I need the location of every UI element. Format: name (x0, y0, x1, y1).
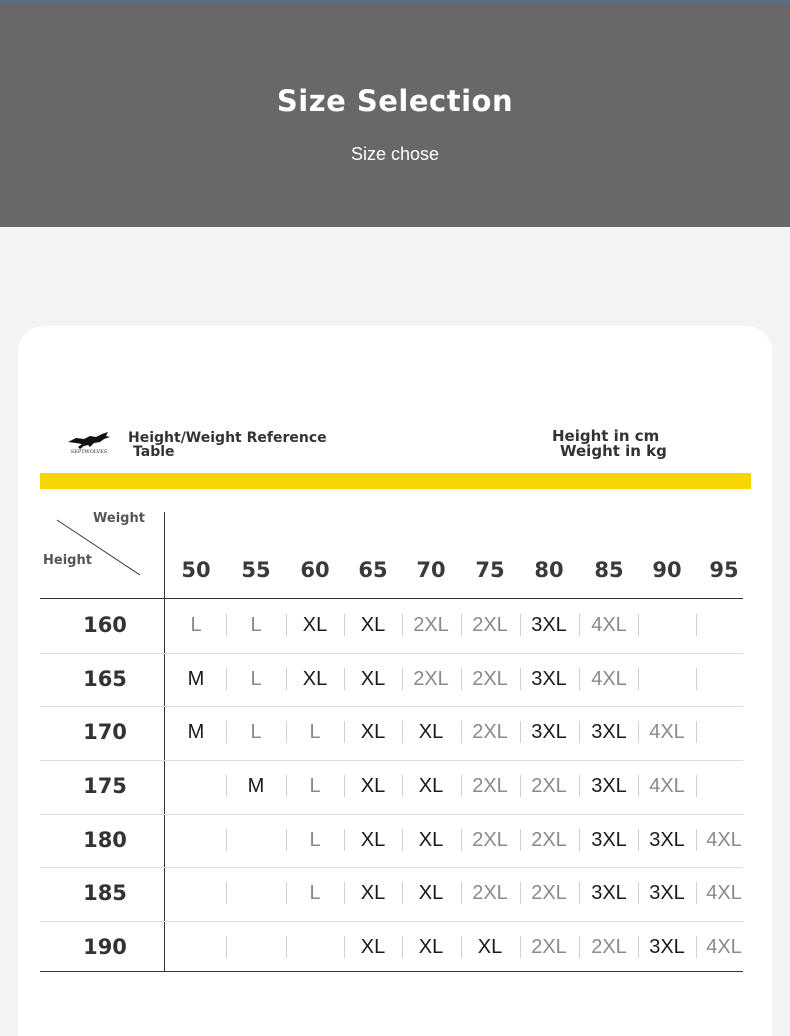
corner-weight-label: Weight (93, 511, 145, 526)
height-unit-label: Height in cm (552, 427, 660, 445)
row-separator (40, 921, 743, 922)
weight-unit-label: Weight in kg (560, 442, 667, 460)
size-cell: L (250, 614, 262, 636)
height-header-185: 185 (83, 881, 127, 905)
size-cell: M (247, 775, 265, 797)
size-cell: 2XL (472, 721, 508, 743)
size-cell: XL (360, 668, 386, 690)
size-cell: 2XL (413, 614, 449, 636)
accent-bar (40, 473, 751, 489)
banner-title: Size Selection (276, 84, 514, 118)
weight-header-85: 85 (594, 558, 624, 582)
size-cell: XL (418, 775, 444, 797)
size-cell: 2XL (472, 829, 508, 851)
size-cell: 4XL (706, 829, 742, 851)
cell-divider (696, 614, 697, 636)
size-cell: XL (477, 936, 503, 958)
size-cell: M (187, 721, 205, 743)
weight-header-70: 70 (416, 558, 446, 582)
header-banner (0, 4, 790, 227)
size-cell: M (187, 668, 205, 690)
cell-divider (696, 775, 697, 797)
height-header-190: 190 (83, 935, 127, 959)
size-cell: 2XL (472, 614, 508, 636)
size-cell: L (250, 721, 262, 743)
height-header-160: 160 (83, 613, 127, 637)
corner-height-label: Height (43, 553, 92, 568)
table-bottom-rule (40, 971, 743, 972)
size-cell: L (190, 614, 202, 636)
size-cell: 3XL (591, 882, 627, 904)
size-cell: XL (418, 936, 444, 958)
size-cell: XL (360, 775, 386, 797)
size-cell: 3XL (531, 721, 567, 743)
cell-divider (696, 721, 697, 743)
cell-divider (638, 668, 639, 690)
size-cell: XL (302, 614, 328, 636)
height-header-180: 180 (83, 828, 127, 852)
cell-divider (696, 668, 697, 690)
size-cell: L (309, 829, 321, 851)
weight-header-50: 50 (181, 558, 211, 582)
size-cell: 2XL (413, 668, 449, 690)
size-cell: XL (360, 614, 386, 636)
size-cell: XL (302, 668, 328, 690)
weight-header-80: 80 (534, 558, 564, 582)
size-cell: 3XL (591, 829, 627, 851)
size-cell: 3XL (649, 936, 685, 958)
size-cell: 3XL (591, 721, 627, 743)
cell-divider (226, 936, 227, 958)
weight-header-60: 60 (300, 558, 330, 582)
size-cell: 2XL (531, 882, 567, 904)
size-cell: 4XL (591, 668, 627, 690)
cell-divider (638, 614, 639, 636)
size-cell: XL (360, 829, 386, 851)
size-cell: L (309, 882, 321, 904)
size-cell: 3XL (531, 614, 567, 636)
size-cell: L (309, 775, 321, 797)
table-header-rule (40, 598, 743, 599)
size-cell: 3XL (531, 668, 567, 690)
size-cell: XL (360, 721, 386, 743)
height-header-165: 165 (83, 667, 127, 691)
size-cell: XL (418, 721, 444, 743)
cell-divider (226, 829, 227, 851)
row-separator (40, 706, 743, 707)
size-cell: 2XL (472, 882, 508, 904)
height-header-170: 170 (83, 720, 127, 744)
size-cell: L (309, 721, 321, 743)
banner-subtitle: Size chose (350, 144, 440, 164)
row-separator (40, 760, 743, 761)
cell-divider (286, 936, 287, 958)
size-cell: 3XL (591, 775, 627, 797)
size-cell: 3XL (649, 829, 685, 851)
size-cell: XL (360, 882, 386, 904)
size-cell: 3XL (649, 882, 685, 904)
table-vertical-rule (164, 512, 165, 972)
size-cell: 2XL (472, 668, 508, 690)
reference-title-line2: Table (133, 444, 175, 460)
size-cell: 2XL (472, 775, 508, 797)
cell-divider (226, 882, 227, 904)
row-separator (40, 867, 743, 868)
weight-header-55: 55 (241, 558, 271, 582)
size-cell: XL (360, 936, 386, 958)
size-cell: 4XL (706, 936, 742, 958)
reference-title-line1: Height/Weight Reference (128, 430, 327, 446)
units-note (552, 429, 677, 459)
weight-header-90: 90 (652, 558, 682, 582)
size-cell: 4XL (591, 614, 627, 636)
height-header-175: 175 (83, 774, 127, 798)
weight-header-95: 95 (709, 558, 739, 582)
size-cell: 2XL (531, 775, 567, 797)
size-cell: L (250, 668, 262, 690)
size-cell: 4XL (649, 775, 685, 797)
reference-table-title (128, 431, 327, 459)
size-cell: 2XL (531, 936, 567, 958)
weight-header-65: 65 (358, 558, 388, 582)
size-cell: XL (418, 882, 444, 904)
size-cell: 2XL (531, 829, 567, 851)
corner-diagonal (55, 518, 143, 578)
size-cell: 4XL (706, 882, 742, 904)
size-cell: 4XL (649, 721, 685, 743)
row-separator (40, 653, 743, 654)
size-cell: XL (418, 829, 444, 851)
logo-text: SEPTWOLVES (70, 449, 108, 455)
size-cell: 2XL (591, 936, 627, 958)
row-separator (40, 814, 743, 815)
weight-header-75: 75 (475, 558, 505, 582)
